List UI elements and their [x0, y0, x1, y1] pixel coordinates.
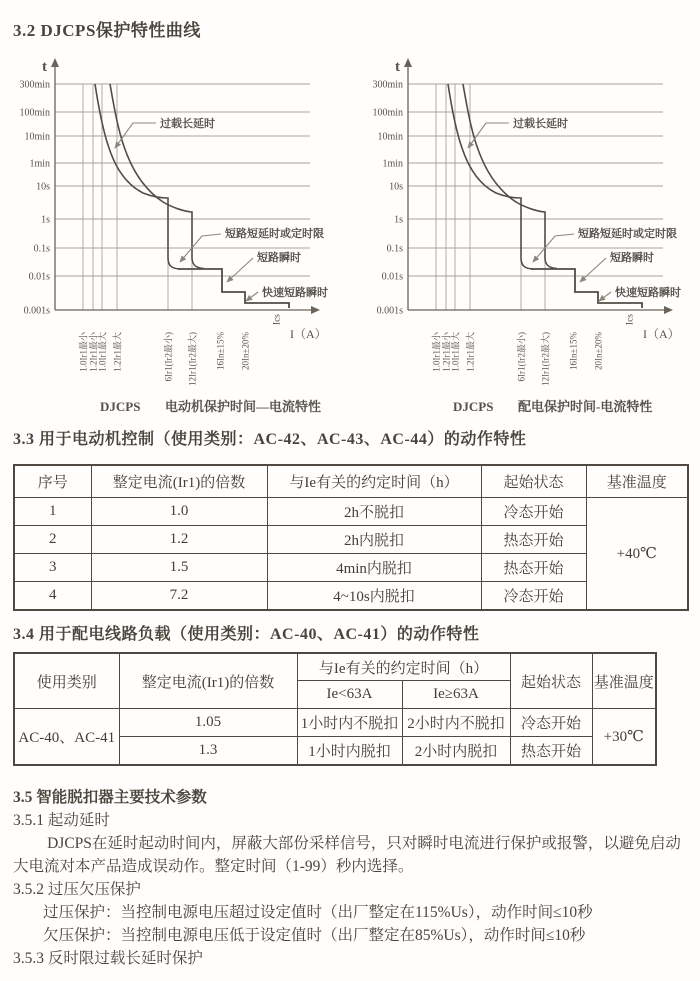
col-header-start-state: 起始状态 — [510, 653, 592, 709]
x-axis-title: I（A） — [643, 327, 680, 341]
table-cell: 热态开始 — [481, 554, 586, 582]
distribution-protection-chart — [363, 55, 700, 420]
x-ref-label: 1.0Ir1最大 — [97, 332, 108, 372]
annotation-leader-arrow — [246, 292, 258, 301]
undervoltage-protection-line: 欠压保护：当控制电源电压低于设定值时（出厂整定在85%Us），动作时间≤10秒 — [43, 927, 586, 944]
y-tick-label: 300min — [372, 79, 403, 91]
x-ref-label: 1.2Ir1最小 — [88, 332, 99, 372]
y-tick-label: 300min — [19, 79, 50, 91]
section-3-5-block — [13, 786, 689, 970]
section-3-2-title: 3.2 DJCPS保护特性曲线 — [13, 21, 201, 40]
table-cell: 冷态开始 — [510, 709, 592, 737]
col-header-time: 与Ie有关的约定时间（h） — [267, 465, 481, 498]
table-cell: 3 — [14, 554, 91, 582]
table-cell: 1.2 — [91, 526, 267, 554]
section-3-5-1-title: 3.5.1 起动延时 — [13, 812, 110, 829]
y-tick-label: 0.01s — [381, 271, 403, 283]
x-ref-label: 12Ir1(Ir2最大) — [540, 332, 551, 386]
x-ref-label: 16In±15% — [568, 332, 579, 370]
section-3-5-title: 3.5 智能脱扣器主要技术参数 — [13, 789, 207, 806]
y-tick-label: 10s — [389, 181, 403, 193]
y-tick-label: 1min — [29, 158, 50, 170]
annotation-label: 过载长延时 — [160, 118, 215, 130]
section-3-5-3-title: 3.5.3 反时限过载长延时保护 — [13, 950, 203, 967]
chart-caption-prefix: DJCPS — [100, 399, 141, 414]
y-tick-label: 100min — [19, 107, 50, 119]
table-cell-ref-temp: +40℃ — [586, 498, 688, 611]
table-cell: 4min内脱扣 — [267, 554, 481, 582]
table-cell: 1小时内脱扣 — [297, 737, 402, 766]
y-tick-label: 0.1s — [386, 243, 403, 255]
section-3-5-2-title: 3.5.2 过压欠压保护 — [13, 881, 141, 898]
motor-protection-curve-svg — [10, 55, 355, 420]
annotation-label: 短路瞬时 — [257, 252, 301, 264]
table-cell: 1.05 — [119, 709, 297, 737]
overvoltage-protection-line: 过压保护：当控制电源电压超过设定值时（出厂整定在115%Us），动作时间≤10秒 — [43, 904, 593, 921]
x-ref-label: 20In±20% — [593, 332, 604, 370]
table-cell: 2 — [14, 526, 91, 554]
table-cell: 热态开始 — [481, 526, 586, 554]
col-header-start-state: 起始状态 — [481, 465, 586, 498]
table-cell: 1小时内不脱扣 — [297, 709, 402, 737]
x-ref-label: 1.2Ir1最大 — [465, 332, 476, 372]
section-3-4-title: 3.4 用于配电线路负载（使用类别：AC-40、AC-41）的动作特性 — [13, 626, 480, 643]
chart-caption-prefix: DJCPS — [453, 399, 494, 414]
annotation-label: 短路瞬时 — [610, 252, 654, 264]
col-header-usage: 使用类别 — [14, 653, 119, 709]
annotation-leader-arrow — [599, 292, 611, 301]
col-subheader-ie-lt-63: Ie<63A — [297, 681, 402, 709]
x-ref-label: 6Ir1(Ir2最小) — [163, 332, 174, 382]
y-tick-label: 0.01s — [28, 271, 50, 283]
table-cell: 7.2 — [91, 582, 267, 611]
y-tick-label: 1min — [382, 158, 403, 170]
y-tick-label: 100min — [372, 107, 403, 119]
y-tick-label: 10min — [24, 131, 50, 143]
annotation-leader-arrow — [227, 258, 253, 282]
table-cell: 冷态开始 — [481, 498, 586, 526]
x-ref-label: 1.2Ir1最小 — [441, 332, 452, 372]
table-cell: 热态开始 — [510, 737, 592, 766]
annotation-label: 过载长延时 — [513, 118, 568, 130]
x-axis-arrow-icon — [664, 306, 673, 314]
x-ref-label: 12Ir1(Ir2最大) — [187, 332, 198, 386]
ics-label: Ics — [272, 314, 283, 326]
annotation-label: 短路短延时或定时限 — [578, 228, 677, 240]
y-tick-label: 0.001s — [376, 305, 403, 317]
col-subheader-ie-ge-63: Ie≥63A — [402, 681, 510, 709]
annotation-label: 快速短路瞬时 — [615, 287, 681, 299]
y-axis-title: t — [395, 59, 400, 75]
x-ref-label: 1.0Ir1最小 — [431, 332, 442, 372]
y-axis-arrow-icon — [51, 58, 59, 67]
x-ref-label: 16In±15% — [215, 332, 226, 370]
x-axis-title: I（A） — [290, 327, 327, 341]
table-cell: 2小时内不脱扣 — [402, 709, 510, 737]
motor-protection-chart — [10, 55, 355, 420]
x-ref-label: 20In±20% — [240, 332, 251, 370]
col-header-ref-temp: 基准温度 — [592, 653, 656, 709]
table-cell: 1.0 — [91, 498, 267, 526]
col-header-multiple: 整定电流(Ir1)的倍数 — [119, 653, 297, 709]
start-delay-paragraph: DJCPS在延时起动时间内，屏蔽大部份采样信号，只对瞬时电流进行保护或报警，以避免启动大电流对本产品造成误动作。整定时间（1-99）秒内选择。 — [13, 835, 681, 875]
table-cell-ref-temp: +30℃ — [592, 709, 656, 766]
col-header-time: 与Ie有关的约定时间（h） — [297, 653, 510, 681]
table-header-row — [14, 653, 656, 681]
col-header-multiple: 整定电流(Ir1)的倍数 — [91, 465, 267, 498]
chart-caption: 配电保护时间-电流特性 — [518, 399, 653, 414]
distribution-protection-curve-svg — [363, 55, 700, 420]
section-3-3-title: 3.3 用于电动机控制（使用类别：AC-42、AC-43、AC-44）的动作特性 — [13, 431, 527, 448]
table-cell: 1.5 — [91, 554, 267, 582]
y-axis-title: t — [42, 59, 47, 75]
y-axis-arrow-icon — [404, 58, 412, 67]
table-header-row — [14, 465, 688, 498]
y-tick-label: 1s — [41, 214, 50, 226]
table-cell: 2h内脱扣 — [267, 526, 481, 554]
table-cell: 2h不脱扣 — [267, 498, 481, 526]
table-cell-usage: AC-40、AC-41 — [14, 709, 119, 766]
x-ref-label: 1.0Ir1最大 — [450, 332, 461, 372]
annotation-label: 快速短路瞬时 — [262, 287, 328, 299]
table-cell: 4~10s内脱扣 — [267, 582, 481, 611]
x-ref-label: 6Ir1(Ir2最小) — [516, 332, 527, 382]
y-tick-label: 0.1s — [33, 243, 50, 255]
chart-caption: 电动机保护时间—电流特性 — [165, 399, 322, 414]
x-ref-label: 1.2Ir1最大 — [112, 332, 123, 372]
y-tick-label: 10min — [377, 131, 403, 143]
motor-characteristics-table — [13, 464, 689, 611]
x-ref-label: 1.0Ir1最小 — [78, 332, 89, 372]
x-axis-arrow-icon — [311, 306, 320, 314]
distribution-characteristics-table — [13, 652, 657, 766]
ics-label: Ics — [625, 314, 636, 326]
annotation-leader-arrow — [580, 258, 606, 282]
table-cell: 冷态开始 — [481, 582, 586, 611]
table-cell: 1 — [14, 498, 91, 526]
y-tick-label: 0.001s — [23, 305, 50, 317]
col-header-ref-temp: 基准温度 — [586, 465, 688, 498]
table-row — [14, 709, 656, 737]
table-cell: 2小时内脱扣 — [402, 737, 510, 766]
table-cell: 4 — [14, 582, 91, 611]
y-tick-label: 1s — [394, 214, 403, 226]
col-header-index: 序号 — [14, 465, 91, 498]
annotation-label: 短路短延时或定时限 — [225, 228, 324, 240]
table-cell: 1.3 — [119, 737, 297, 766]
y-tick-label: 10s — [36, 181, 50, 193]
table-row — [14, 498, 688, 526]
